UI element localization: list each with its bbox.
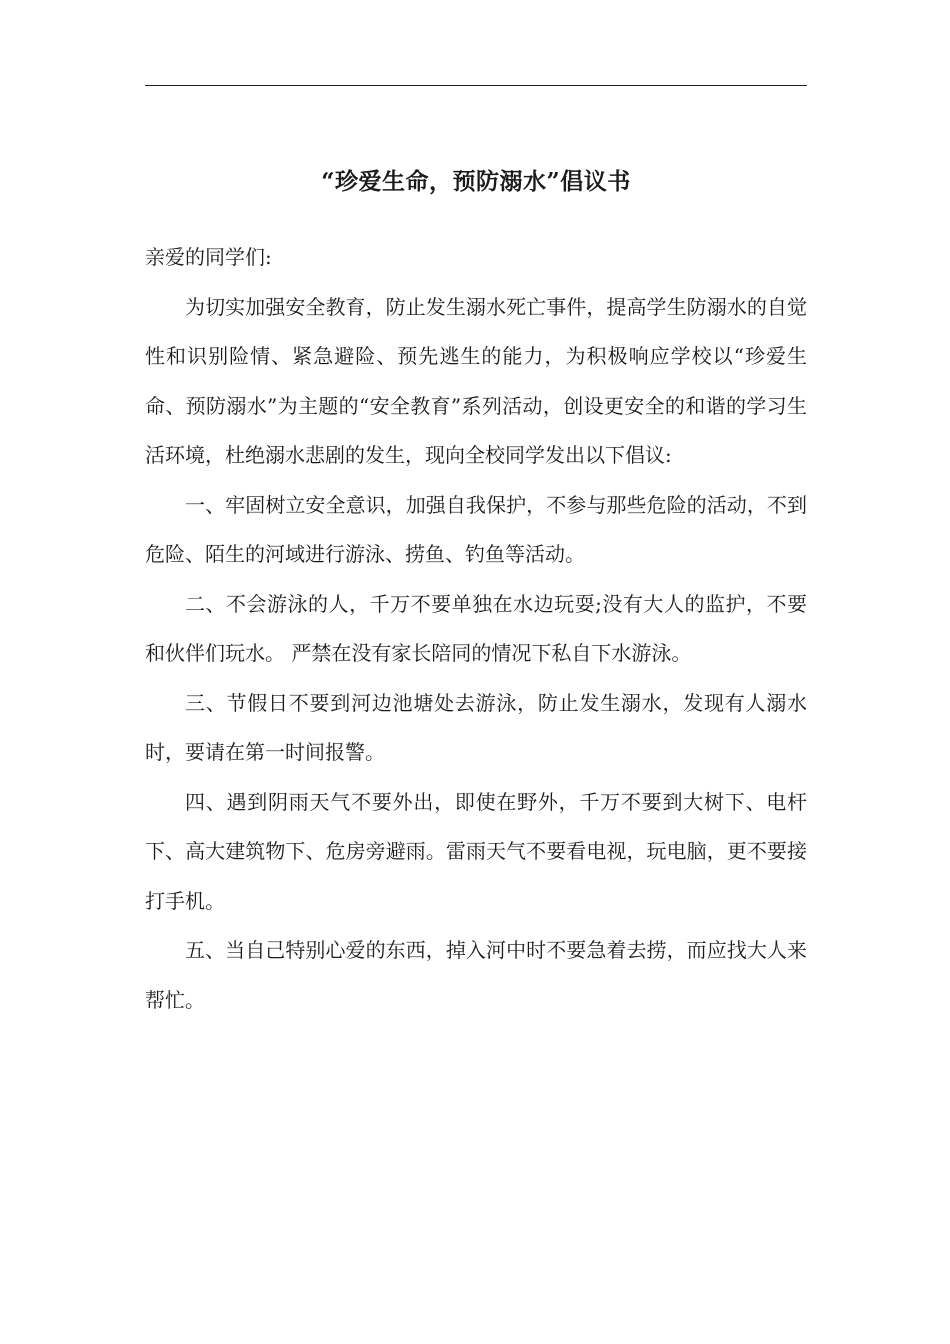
- proposal-item-2: 二、不会游泳的人，千万不要单独在水边玩耍;没有大人的监护，不要和伙伴们玩水。 严禁在没有家长陪同的情况下私自下水游泳。: [145, 591, 807, 665]
- salutation: 亲爱的同学们:: [145, 245, 272, 269]
- proposal-item-4: 四、遇到阴雨天气不要外出，即使在野外，千万不要到大树下、电杆下、高大建筑物下、危房旁避雨。雷雨天气不要看电视，玩电脑，更不要接打手机。: [145, 789, 807, 913]
- document-title: “珍爱生命，预防溺水”倡议书: [321, 168, 631, 195]
- proposal-item-5: 五、当自己特别心爱的东西，掉入河中时不要急着去捞，而应找大人来帮忙。: [145, 938, 807, 1012]
- document-body: [145, 233, 807, 1025]
- intro-paragraph: 为切实加强安全教育，防止发生溺水死亡事件，提高学生防溺水的自觉性和识别险情、紧急避险、预先逃生的能力，为积极响应学校以“珍爱生命、预防溺水”为主题的“安全教育”系列活动，创设更安全的和谐的学习生活环境，杜绝溺水悲剧的发生，现向全校同学发出以下倡议:: [145, 294, 807, 467]
- proposal-item-1: 一、牢固树立安全意识，加强自我保护，不参与那些危险的活动，不到危险、陌生的河域进行游泳、捞鱼、钓鱼等活动。: [145, 492, 807, 566]
- header-rule: [145, 85, 807, 86]
- proposal-item-3: 三、节假日不要到河边池塘处去游泳，防止发生溺水，发现有人溺水时，要请在第一时间报警。: [145, 690, 807, 764]
